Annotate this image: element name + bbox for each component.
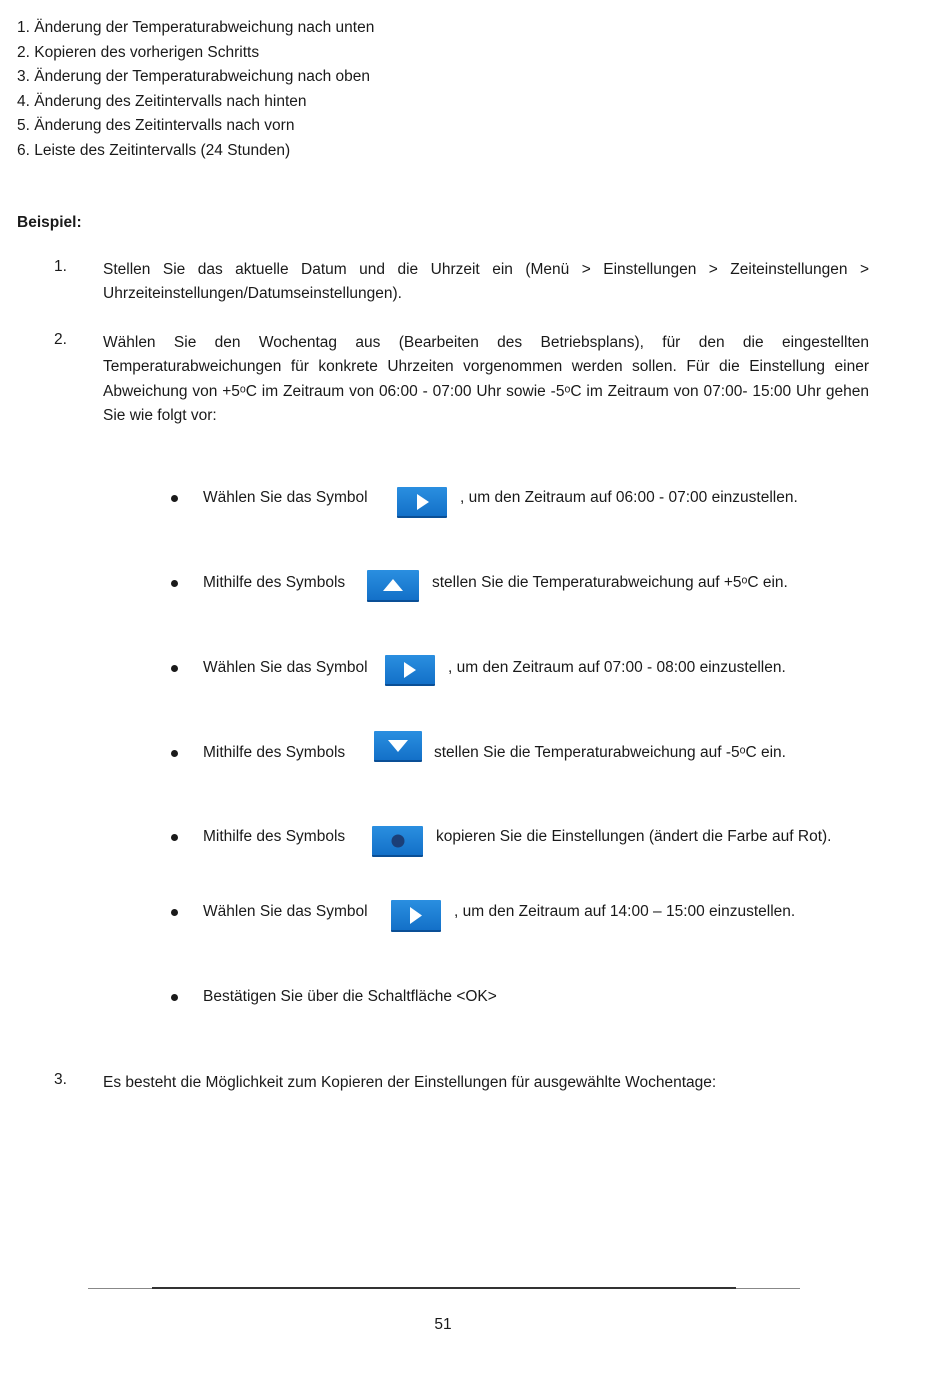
- bullet-text: Bestätigen Sie über die Schaltfläche <OK>: [203, 988, 497, 1005]
- step-text: Stellen Sie das aktuelle Datum und die Uhrzeit ein (Menü > Einstellungen > Zeiteinstellungen > Uhrzeiteinstellungen/Datumseinstellungen).: [103, 261, 869, 303]
- bullet-text-after: stellen Sie die Temperaturabweichung auf +5ᵒC ein.: [432, 574, 788, 591]
- play-right-icon: [397, 487, 447, 518]
- page-number: 51: [434, 1316, 452, 1333]
- bullet-text: Mithilfe des Symbols: [203, 744, 346, 761]
- bullet-dot: [171, 665, 178, 672]
- bullet-text: Wählen Sie das Symbol: [203, 489, 368, 506]
- legend-list: [17, 16, 374, 164]
- step-number: 3.: [54, 1071, 67, 1088]
- legend-item: 3. Änderung der Temperaturabweichung nach oben: [17, 68, 371, 86]
- play-right-icon: [385, 655, 435, 686]
- bullet-dot: [171, 750, 178, 757]
- step-number: 2.: [54, 331, 67, 348]
- play-right-icon: [391, 900, 441, 932]
- bullet-text-after: , um den Zeitraum auf 06:00 - 07:00 einzustellen.: [460, 489, 798, 506]
- legend-item: 6. Leiste des Zeitintervalls (24 Stunden): [17, 141, 291, 159]
- bullet-text-after: , um den Zeitraum auf 07:00 - 08:00 einzustellen.: [448, 659, 786, 676]
- arrow-down-icon: [374, 731, 422, 762]
- bullet-text-after: kopieren Sie die Einstellungen (ändert die Farbe auf Rot).: [436, 828, 832, 845]
- bullet-dot: [171, 495, 178, 502]
- legend-item: 5. Änderung des Zeitintervalls nach vorn: [17, 117, 295, 135]
- legend-item: 1. Änderung der Temperaturabweichung nach unten: [17, 19, 375, 36]
- bullet-dot: [171, 909, 178, 916]
- footer-divider: [152, 1287, 736, 1289]
- bullet-dot: [171, 580, 178, 587]
- copy-dot-icon: [372, 826, 423, 857]
- step-number: 1.: [54, 258, 67, 275]
- legend-item: 2. Kopieren des vorherigen Schritts: [17, 43, 260, 61]
- bullet-text-after: stellen Sie die Temperaturabweichung auf -5ᵒC ein.: [434, 744, 786, 761]
- step-text: Wählen Sie den Wochentag aus (Bearbeiten des Betriebsplans), für den die eingestellten Temperaturabweichungen für konkrete Uhrzeiten vorgenommen werden sollen. Für die Einstellung einer Abweichung von +5ᵒC im Zeitraum von 06:00 - 07:00 Uhr sowie -5ᵒC im Zeitraum von 07:00- 15:00 Uhr gehen Sie wie folgt vor:: [103, 334, 869, 425]
- bullet-text: Mithilfe des Symbols: [203, 828, 346, 845]
- step-text: Es besteht die Möglichkeit zum Kopieren der Einstellungen für ausgewählte Wochentage:: [103, 1074, 717, 1091]
- bullet-text: Wählen Sie das Symbol: [203, 903, 368, 920]
- arrow-up-icon: [367, 570, 419, 602]
- legend-item: 4. Änderung des Zeitintervalls nach hinten: [17, 92, 307, 110]
- bullet-dot: [171, 994, 178, 1001]
- example-heading: Beispiel:: [17, 214, 82, 231]
- bullet-text-after: , um den Zeitraum auf 14:00 – 15:00 einzustellen.: [454, 903, 796, 920]
- bullet-text: Mithilfe des Symbols: [203, 574, 346, 591]
- bullet-text: Wählen Sie das Symbol: [203, 659, 368, 676]
- bullet-dot: [171, 834, 178, 841]
